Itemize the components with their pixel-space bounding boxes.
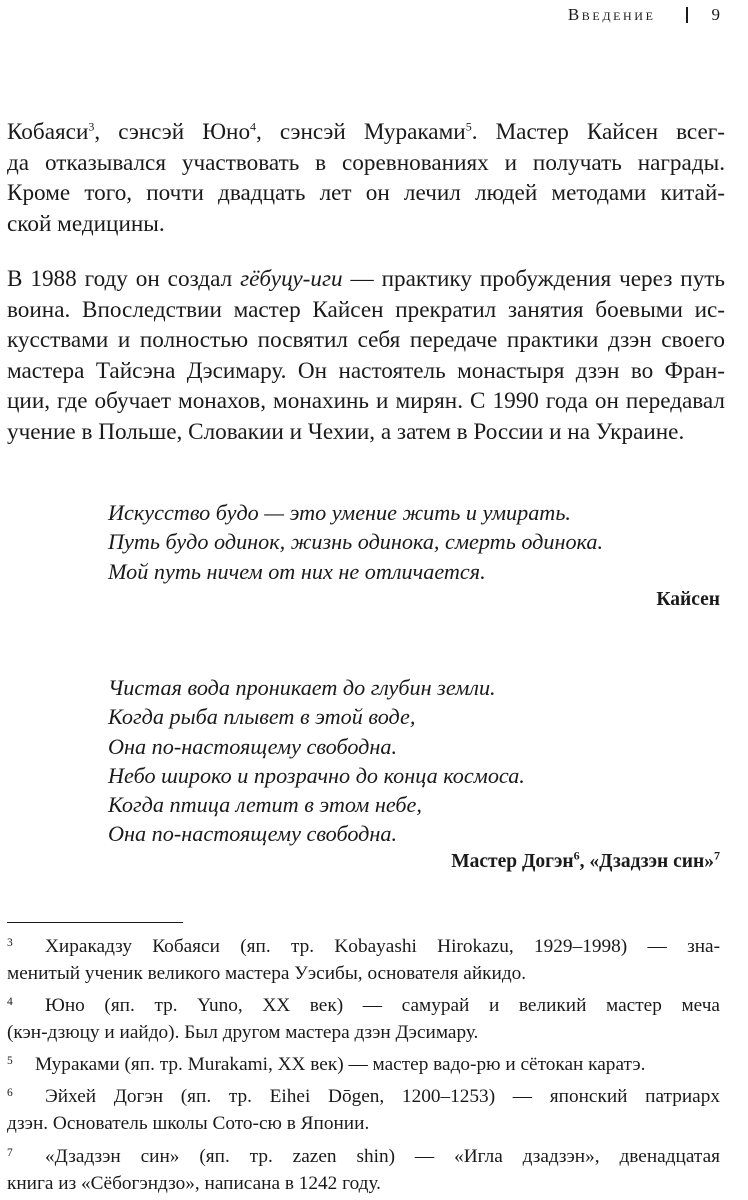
text-run: . Мастер Кайсен всег- xyxy=(471,119,725,145)
footnote-ref[interactable]: 7 xyxy=(714,848,720,863)
footnote-4 xyxy=(7,989,720,1046)
footnote-number: 5 xyxy=(7,1055,13,1067)
paragraph-line: кусствами и полностью посвятил себя передаче практики дзэн своего xyxy=(7,327,725,353)
footnote-text: Мураками (яп. тр. Murakami, XX век) — мастер вадо-рю и сётокан каратэ. xyxy=(35,1054,646,1075)
paragraph-line: учение в Польше, Словакии и Чехии, а затем в России и на Украине. xyxy=(7,418,685,445)
footnote-line: менитый ученик великого мастера Уэсибы, основателя айкидо. xyxy=(7,963,527,985)
footnote-line xyxy=(7,989,720,1019)
footnote-5 xyxy=(7,1048,720,1078)
footnote-ref[interactable]: 6 xyxy=(573,848,580,863)
footnote-line: (кэн-дзюцу и иайдо). Был другом мастера дзэн Дэсимару. xyxy=(7,1022,479,1044)
footnote-number: 7 xyxy=(7,1147,13,1159)
footnote-ref[interactable]: 5 xyxy=(465,119,472,134)
footnote-line xyxy=(7,1048,720,1078)
quote-line: Она по-настоящему свободна. xyxy=(108,733,398,759)
footnote-number: 3 xyxy=(7,937,13,949)
section-title: Введение xyxy=(567,5,656,24)
quote-line: Она по-настоящему свободна. xyxy=(108,821,398,847)
footnote-line xyxy=(7,930,720,960)
footnote-number: 6 xyxy=(7,1087,13,1099)
paragraph-line: ции, где обучает монахов, монахинь и мирян. С 1990 года он передавал xyxy=(7,388,725,414)
header-separator xyxy=(686,7,688,23)
footnote-ref[interactable]: 3 xyxy=(88,119,95,134)
paragraph-line: да отказывался участвовать в соревнованиях и получать награды. xyxy=(7,149,725,176)
quote-1-attribution: Кайсен xyxy=(656,589,720,610)
attribution-work: , «Дзадзэн син» xyxy=(579,851,714,872)
footnote-ref[interactable]: 4 xyxy=(250,119,257,134)
attribution-author: Мастер Догэн xyxy=(451,851,574,872)
paragraph-1 xyxy=(7,117,725,239)
quote-line: Когда птица летит в этом небе, xyxy=(108,792,422,818)
footnote-7 xyxy=(7,1140,720,1197)
quote-line: Чистая вода проникает до глубин земли. xyxy=(108,675,496,700)
footnote-text: Эйхей Догэн (яп. тр. Eihei Dōgen, 1200–1253) — японский патриарх xyxy=(45,1086,720,1107)
footnote-text: Юно (яп. тр. Yuno, XX век) — самурай и великий мастер меча xyxy=(45,995,720,1016)
footnote-divider xyxy=(7,922,183,923)
paragraph-line xyxy=(7,117,725,148)
footnote-text: Хиракадзу Кобаяси (яп. тр. Kobayashi Hirokazu, 1929–1998) — зна- xyxy=(45,936,720,957)
footnote-line: дзэн. Основатель школы Сото-сю в Японии. xyxy=(7,1113,370,1135)
footnote-3 xyxy=(7,930,720,987)
footnote-6 xyxy=(7,1080,720,1137)
paragraph-2 xyxy=(7,264,725,447)
quote-line: Искусство будо — это умение жить и умирать. xyxy=(108,500,571,525)
paragraph-line: Кроме того, почти двадцать лет он лечил людей методами китай- xyxy=(7,180,725,206)
footnote-number: 4 xyxy=(7,996,13,1008)
text-run: , сэнсэй Мураками xyxy=(256,119,466,145)
paragraph-line: мастера Тайсэна Дэсимару. Он настоятель монастыря дзэн во Фран- xyxy=(7,357,725,384)
running-header xyxy=(568,4,720,26)
footnote-text: «Дзадзэн син» (яп. тр. zazen shin) — «Игла дзадзэн», двенадцатая xyxy=(45,1146,720,1167)
footnote-line xyxy=(7,1080,720,1110)
quote-2-attribution xyxy=(451,848,720,873)
text-run: , сэнсэй Юно xyxy=(94,119,251,145)
text-run: В 1988 году он создал xyxy=(7,266,241,292)
text-run: — практику пробуждения через путь xyxy=(342,266,725,292)
quote-line: Путь будо одинок, жизнь одинока, смерть одинока. xyxy=(108,529,604,555)
paragraph-line: воина. Впоследствии мастер Кайсен прекратил занятия боевыми ис- xyxy=(7,296,725,323)
paragraph-line xyxy=(7,264,725,295)
footnote-line xyxy=(7,1140,720,1170)
quote-line: Небо широко и прозрачно до конца космоса. xyxy=(108,762,525,788)
emphasis-term: гёбуцу-иги xyxy=(240,266,343,292)
quote-line: Мой путь ничем от них не отличается. xyxy=(108,558,486,584)
epigraph-quote-1 xyxy=(108,498,603,586)
page-number: 9 xyxy=(711,5,720,24)
paragraph-line: ской медицины. xyxy=(7,210,165,237)
footnote-line: книга из «Сёбогэндзо», написана в 1242 году. xyxy=(7,1173,381,1195)
epigraph-quote-2 xyxy=(108,673,525,849)
text-run: Кобаяси xyxy=(7,119,89,145)
quote-line: Когда рыба плывет в этой воде, xyxy=(108,704,416,730)
